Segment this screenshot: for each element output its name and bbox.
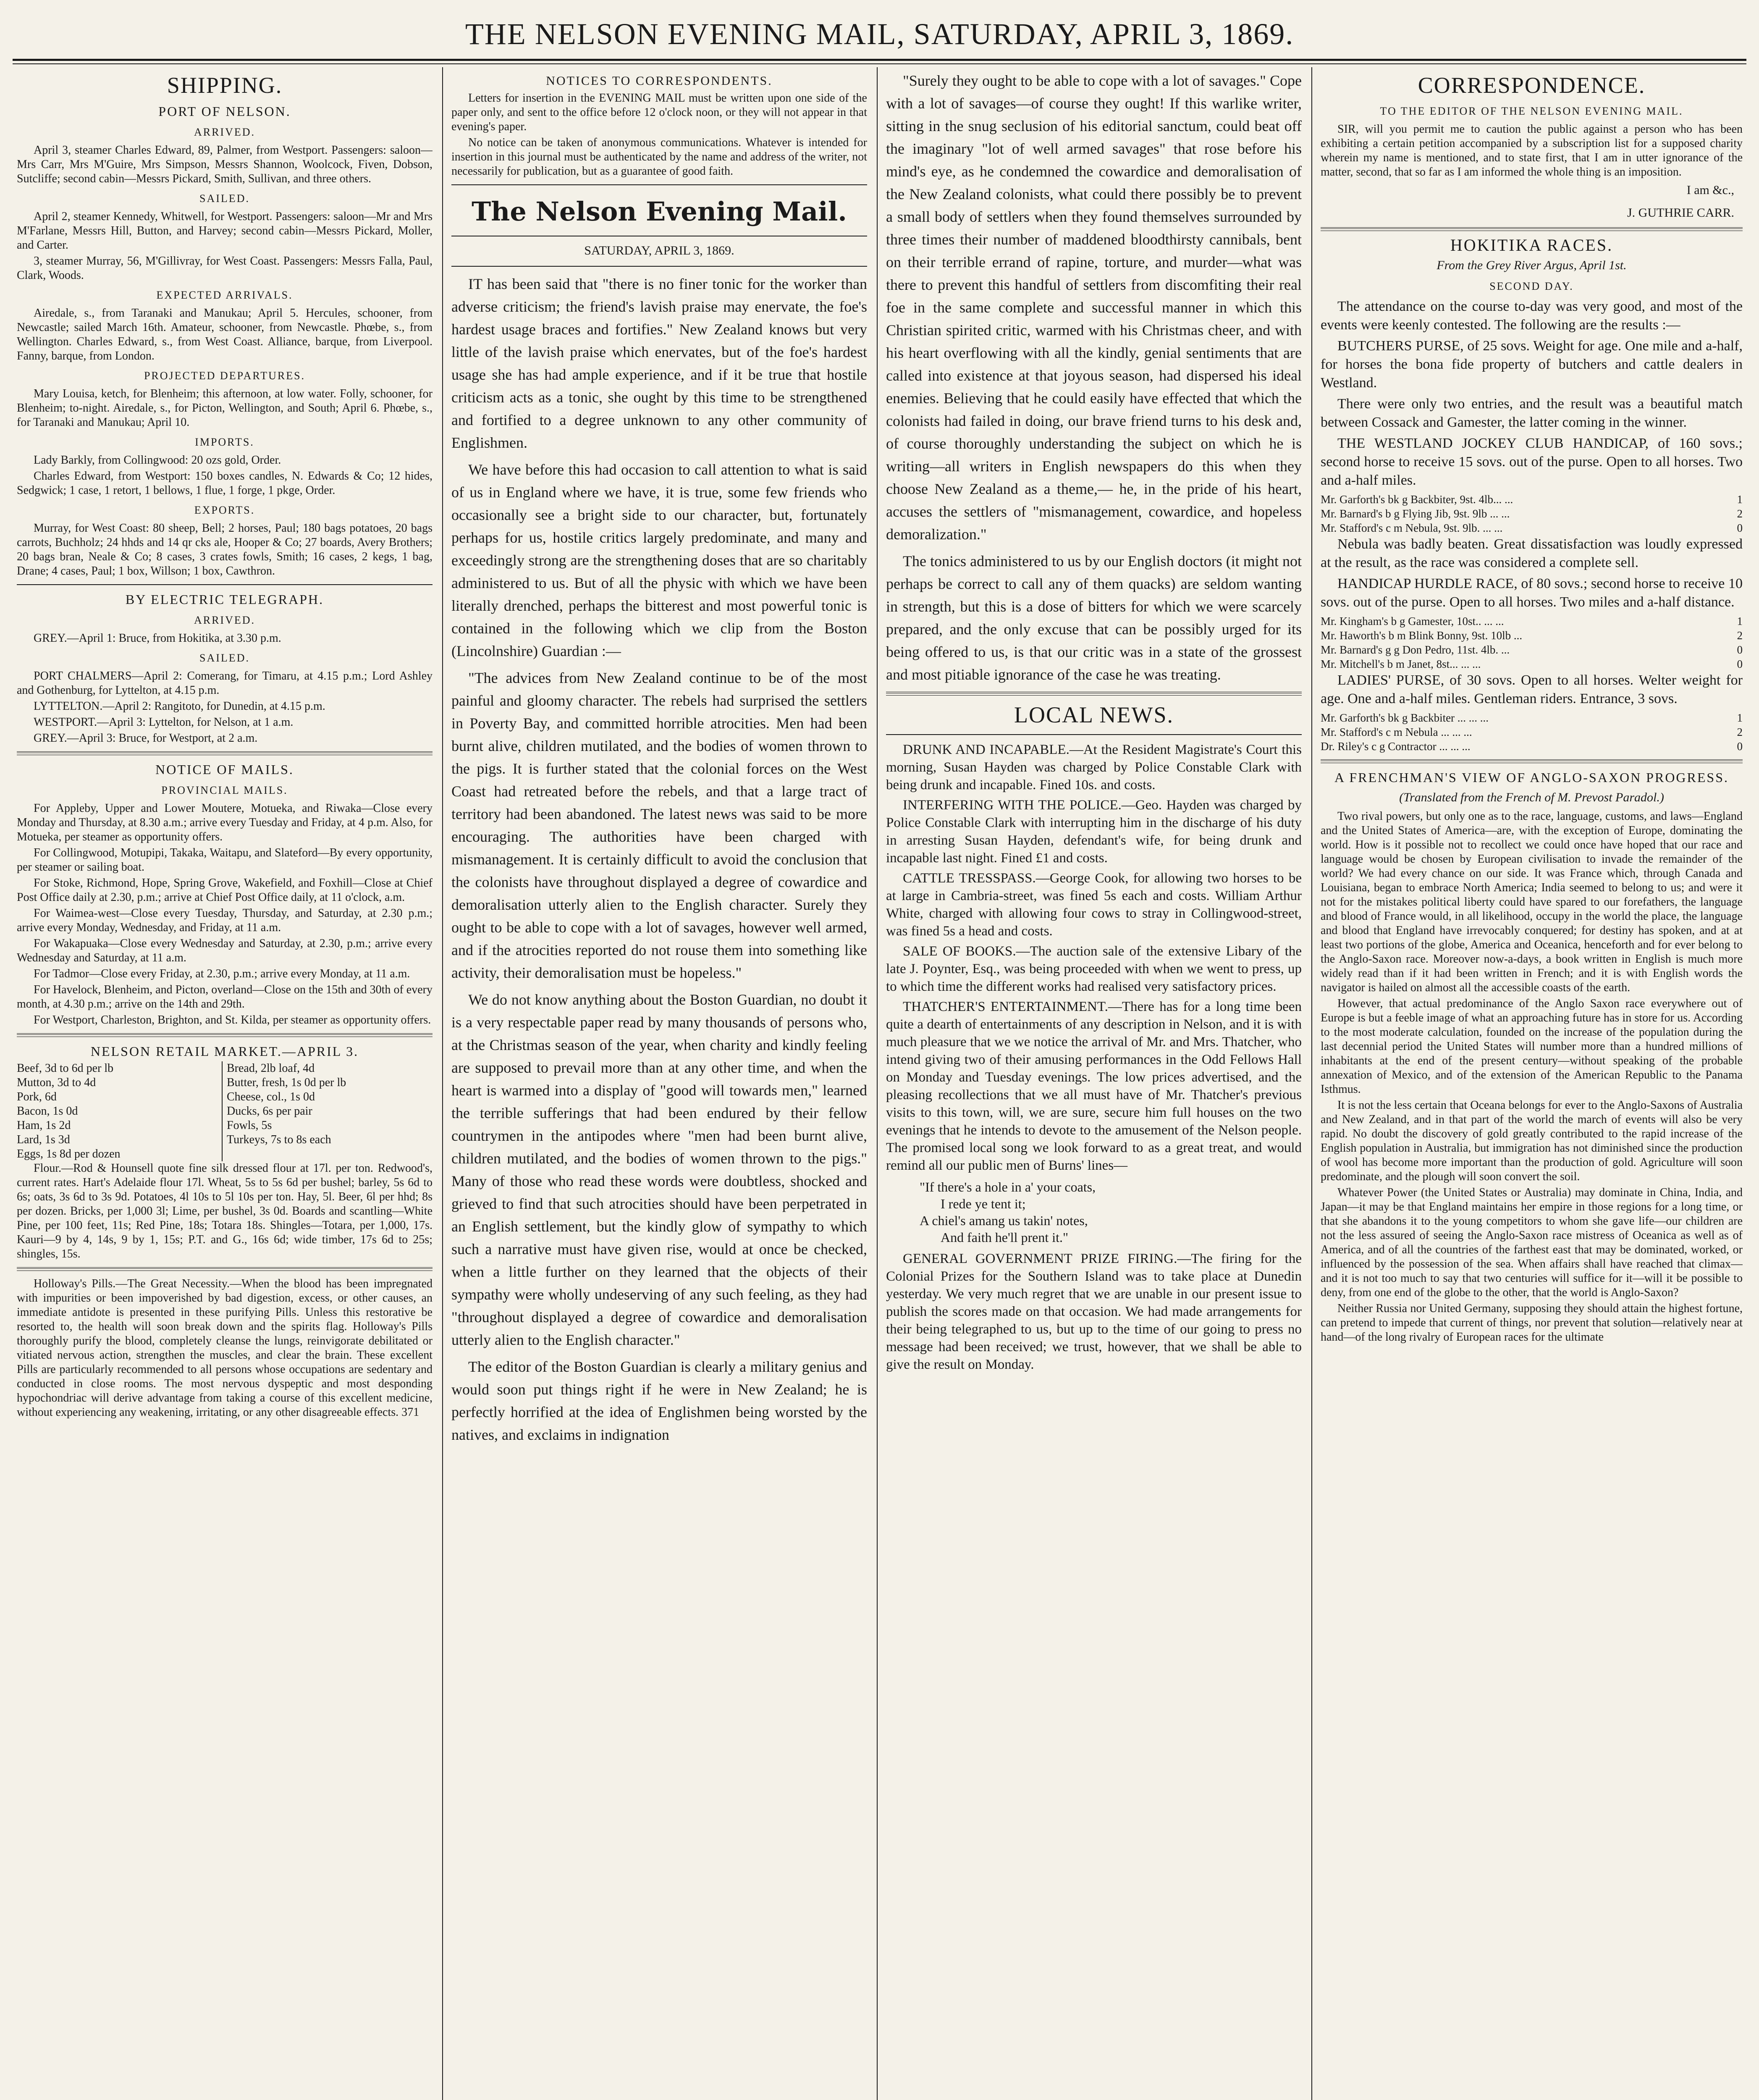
editorial-paragraph: We have before this had occasion to call attention to what is said of us in England where we have, it is true, some few friends who occasionally see a bright side to our character, but, fortunately perhaps for us, hostile critics largely predominate, and many and exceedingly strong are the strengthening doses that are so charitably administered to us. But of all the physic with which we have been literally drenched, perhaps the bitterest and most powerful tonic is contained in the following which we clip from the Boston (Lincolnshire) Guardian :—: [451, 461, 867, 659]
holloway-advert: Holloway's Pills.—The Great Necessity.—When the blood has been impregnated with impurities or been impoverished by bad digestion, excess, or other causes, an immediate antidote is presented in these purifying Pills. Unless this restorative be resorted to, the health will soon break down and the spirits flag. Holloway's Pills thoroughly purify the blood, completely cleanse the lungs, reinvigorate debilitated or vitiated nervous action, strengthen the muscles, and clear the brain. These excellent Pills are particularly recommended to all persons whose occupations are sedentary and conducted in close rooms. The most nervous dyspeptic and most desponding hypochondriac will derive advantage from taking a course of this excellent medicine, without experiencing any weakening, irritating, or any other disagreeable effects. 371: [17, 1277, 433, 1419]
article-paragraph: Two rival powers, but only one as to the race, language, customs, and laws—England and the United States of America—are, with the exception of Europe, dominating the world. How is it possible not to recollect we could once have hoped that our race and language would be chosen by European civilisation to invade the remainder of the world? We had every chance on our side. It was France which, through Canada and Louisiana, began to embrace North America; India seemed to belong to us; and were it not for the mistakes political liberty could have spared to our forefathers, the language and blood of France would, in all likelihood, occupy in the world the place, the language and blood that England have irrevocably conquered; for destiny has spoken, and at at least two portions of the globe, America and Oceanica, henceforth and for ever belong to the Anglo-Saxon race. Moreover now-a-days, a book written in English is much more widely read than if it had been written in French; and it is with English words the navigator is hailed on almost all the accessible coasts of the earth.: [1321, 810, 1743, 994]
verse-line: "If there's a hole in a' your coats,: [920, 1179, 1096, 1194]
imports-text: Lady Barkly, from Collingwood: 20 ozs gold, Order.: [34, 454, 281, 467]
market-cell: Eggs, 1s 8d per dozen: [17, 1147, 223, 1161]
divider: [17, 584, 433, 585]
horse-entry: Mr. Garforth's bk g Backbiter ... ... ...: [1321, 711, 1489, 724]
mail-notice: For Collingwood, Motupipi, Takaka, Waitapu, and Slateford—By every opportunity, per steamer or sailing boat.: [17, 846, 433, 874]
telegraph-title: BY ELECTRIC TELEGRAPH.: [125, 592, 324, 607]
article-paragraph: It is not the less certain that Oceana belongs for ever to the Anglo-Saxons of Australia and New Zealand, and in that part of the world the march of events will also be very rapid. No doubt the discovery of gold greatly contributed to the rapid increase of the English population in Australia, but immigration has not diminished since the production of wool has become more important than the production of gold. Agriculture will soon predominate, and the plough will soon convert the soil.: [1321, 1099, 1743, 1183]
expected-text: Airedale, s., from Taranaki and Manukau; April 5. Hercules, schooner, from Newcastle; sailed March 16th. Amateur, schooner, from Newcastle. Phœbe, s., from Wellington. Charles Edward, s., from West Coast. Alliance, barque, from Liverpool. Fanny, barque, from London.: [17, 307, 433, 362]
article-paragraph: Whatever Power (the United States or Australia) may dominate in China, India, and Japan—it may be that England maintains her empire in those regions for a long time, or that she abandons it to the young competitors to whom she gave life—our children are not the less assured of seeing the Anglo-Saxon race mistress of Oceanica as well as of America, and of all the countries of the farthest east that may be dominated, worked, or influenced by the possession of the sea. When affairs shall have reached that climax—and it is not too much to say that two centuries will suffice for it—will it be possible to deny, from one end of the globe to the other, that the world is Anglo-Saxon?: [1321, 1186, 1743, 1299]
divider: [886, 692, 1302, 696]
correspondence-body: SIR, will you permit me to caution the public against a person who has been exhibiting a certain petition accompanied by a subscription list for a supposed charity wherein my name is mentioned, and to state first, that I am in utter ignorance of the matter, second, that so far as I am informed the whole thing is an imposition.: [1321, 123, 1743, 178]
horse-entry: Mr. Mitchell's b m Janet, 8st... ... ...: [1321, 658, 1481, 670]
mail-notice: For Havelock, Blenheim, and Picton, overland—Close on the 15th and 30th of every month, at 4.30 p.m.; arrive on the 14th and 29th.: [17, 983, 433, 1011]
mail-notice: For Westport, Charleston, Brighton, and St. Kilda, per steamer as opportunity offers.: [34, 1013, 431, 1026]
placing: 1: [1737, 493, 1743, 506]
mail-notice: For Tadmor—Close every Friday, at 2.30, p.m.; arrive every Monday, at 11 a.m.: [34, 967, 410, 980]
verse-line: I rede ye tent it;: [941, 1196, 1026, 1211]
race-result-row: [1321, 657, 1743, 671]
editorial-date: SATURDAY, APRIL 3, 1869.: [584, 244, 734, 257]
mail-notice: For Waimea-west—Close every Tuesday, Thursday, and Saturday, at 2.30 p.m.; arrive every Monday, Wednesday, and Friday, at 11 a.m.: [17, 907, 433, 934]
correspondence-closing: I am &c.,: [1686, 183, 1734, 197]
horse-entry: Dr. Riley's c g Contractor ... ... ...: [1321, 740, 1471, 753]
correspondence-title: CORRESPONDENCE.: [1418, 73, 1646, 98]
race-result-row: [1321, 492, 1743, 507]
local-news-title: LOCAL NEWS.: [1014, 702, 1174, 727]
article-paragraph: Neither Russia nor United Germany, supposing they should attain the highest fortune, can pretend to impede that current of things, nor prevent that solution—relatively near at hand—of the long rivalry of European races for the ultimate: [1321, 1302, 1743, 1344]
horse-entry: Mr. Haworth's b m Blink Bonny, 9st. 10lb ...: [1321, 629, 1523, 642]
verse-line: And faith he'll prent it.": [941, 1230, 1069, 1245]
editorial-paragraph: The tonics administered to us by our English doctors (it might not perhaps be correct to call any of them quacks) are seldom wanting in strength, but this is a dose of bitters for which we were scarcely prepared, and the only excuse that can be possibly urged for its being offered to us, is that our critic was in a state of the grossest and most pitiable ignorance of the case he was treating.: [886, 553, 1302, 683]
sailed-text: April 2, steamer Kennedy, Whitwell, for Westport. Passengers: saloon—Mr and Mrs M'Farlane, Messrs Hill, Button, and Harvey; second cabin—Messrs Pickard, Moller, and Carter.: [17, 210, 433, 252]
editorial-paragraph: "Surely they ought to be able to cope with a lot of savages." Cope with a lot of savages—of course they ought! If this warlike writer, sitting in the snug seclusion of his editorial sanctum, could beat off the imaginary "lot of well armed savages" that rose before his mind's eye, as he condemned the cowardice and demoralisation of the New Zealand colonists, what could there possibly be to prevent a small body of settlers when they found themselves surrounded by three times their number of maddened bloodthirsty cannibals, bent on their terrible errand of rapine, torture, and murder—what was there to prevent this handful of settlers from discomfiting their real foe in the same complete and successful manner in which this Christian spirited critic, warmed with his Christmas cheer, and with his heart overflowing with all the kindly, genial sentiments that are called into existence at that joyous season, had dispersed his ideal enemies. Believing that he could easily have effected that which the colonists had failed in doing, our brave friend turns to his desk and, of course thoroughly understanding the subject on which he is writing—all writers in English newspapers do this when they choose New Zealand as a theme,— he, in the pride of his heart, accuses the settlers of "mismanagement, cowardice, and hopeless demoralization.": [886, 72, 1302, 543]
market-cell: Ham, 1s 2d: [17, 1118, 223, 1133]
arrived-text: April 3, steamer Charles Edward, 89, Palmer, from Westport. Passengers: saloon—Mrs Carr, Mrs M'Guire, Mrs Simpson, Messrs Shannon, Woolcock, Fiven, Dobson, Sutcliffe; second cabin—Messrs Pickard, Smith, Sullivan, and three others.: [17, 144, 433, 185]
mails-subtitle: PROVINCIAL MAILS.: [161, 784, 288, 796]
editorial-paragraph: The editor of the Boston Guardian is clearly a military genius and would soon put things right if he were in New Zealand; he is perfectly horrified at the idea of Englishmen being worsted by the natives, and exclaims in indignation: [451, 1358, 867, 1443]
imports-label: IMPORTS.: [195, 436, 254, 448]
paper-masthead: The Nelson Evening Mail.: [472, 196, 847, 227]
article-title: A FRENCHMAN'S VIEW OF ANGLO-SAXON PROGRESS.: [1334, 770, 1729, 785]
mail-notice: For Stoke, Richmond, Hope, Spring Grove, Wakefield, and Foxhill—Close at Chief Post Office daily at 2.30, p.m.; arrive at Chief Post Office daily, at 11 o'clock, a.m.: [17, 877, 433, 904]
notices-title: NOTICES TO CORRESPONDENTS.: [546, 74, 773, 88]
burns-verse: [920, 1179, 1302, 1246]
tel-arrived-label: ARRIVED.: [194, 614, 256, 626]
notices-text: No notice can be taken of anonymous communications. Whatever is intended for insertion in this journal must be authenticated by the name and address of the writer, not necessarily for publication, but as a guarantee of good faith.: [451, 136, 867, 178]
article-subtitle: (Translated from the French of M. Prevost Paradol.): [1399, 790, 1664, 804]
header-rule: [13, 59, 1746, 64]
verse-line: A chiel's amang us takin' notes,: [920, 1213, 1088, 1228]
tel-sailed-text: WESTPORT.—April 3: Lyttelton, for Nelson, at 1 a.m.: [34, 716, 294, 729]
races-source: From the Grey River Argus, April 1st.: [1437, 258, 1627, 272]
editorial-paragraph: IT has been said that "there is no finer tonic for the worker than adverse criticism; the friend's lavish praise may enervate, the foe's hardest usage braces and fortifies." New Zealand knows but very little of the lavish praise which enervates, but of the foe's hardest usage she has had ample experience, and if it be true that hostile criticism acts as a tonic, she ought by this time to be strengthened and fortified to a degree unknown to any other community of Englishmen.: [451, 276, 867, 451]
horse-entry: Mr. Garforth's bk g Backbiter, 9st. 4lb... ...: [1321, 493, 1513, 506]
races-title: HOKITIKA RACES.: [1450, 236, 1613, 255]
placing: 1: [1737, 711, 1743, 724]
placing: 2: [1737, 726, 1743, 738]
race-result-row: [1321, 739, 1743, 753]
placing: 0: [1737, 658, 1743, 670]
horse-entry: Mr. Barnard's b g Flying Jib, 9st. 9lb ... ...: [1321, 507, 1510, 520]
market-cell: Beef, 3d to 6d per lb: [17, 1061, 223, 1076]
horse-entry: Mr. Barnard's g g Don Pedro, 11st. 4lb. ...: [1321, 643, 1510, 656]
port-title: PORT OF NELSON.: [158, 104, 291, 119]
local-news-item: CATTLE TRESSPASS.—George Cook, for allowing two horses to be at large in Cambria-street, was fined 5s each and costs. William Arthur White, charged with allowing four cows to stray in Collingwood-street, was fined 5s a head and costs.: [886, 871, 1302, 939]
market-title: NELSON RETAIL MARKET.—APRIL 3.: [90, 1044, 359, 1059]
market-table: [17, 1061, 433, 1161]
divider: [17, 1033, 433, 1037]
exports-label: EXPORTS.: [194, 504, 255, 516]
imports-text: Charles Edward, from Westport: 150 boxes candles, N. Edwards & Co; 12 hides, Sedgwick; 1 case, 1 retort, 1 bellows, 1 flue, 1 forge, 1 pkge, Order.: [17, 470, 433, 497]
shipping-title: SHIPPING.: [167, 73, 283, 98]
sailed-label: SAILED.: [199, 192, 250, 205]
placing: 0: [1737, 643, 1743, 656]
race-result-text: There were only two entries, and the result was a beautiful match between Cossack and Gamester, the latter coming in the winner.: [1321, 396, 1743, 430]
placing: 2: [1737, 507, 1743, 520]
mail-notice: For Wakapuaka—Close every Wednesday and Saturday, at 2.30, p.m.; arrive every Wednesday and Saturday, at 11 a.m.: [17, 937, 433, 964]
race-heading: HANDICAP HURDLE RACE, of 80 sovs.; second horse to receive 10 sovs. out of the purse. Open to all horses. Two miles and a-half distance.: [1321, 576, 1743, 610]
article-paragraph: However, that actual predominance of the Anglo Saxon race everywhere out of Europe is but a feeble image of what an approaching future has in store for us. According to the most moderate calculation, founded on the increase of the population during the last decennial period the United States will number more than a hundred millions of inhabitants at the end of the present century—without speaking of the probable annexation of Mexico, and of the extension of the American Republic to the Panama Isthmus.: [1321, 997, 1743, 1096]
exports-text: Murray, for West Coast: 80 sheep, Bell; 2 horses, Paul; 180 bags potatoes, 20 bags carrots, Buchholz; 24 hhds and 14 qr cks ale, Hooper & Co; 27 boards, Avery Brothers; 20 bags bran, Neale & Co; 8 cases, 3 crates fowls, Smith; 16 cases, 2 kegs, 1 bag, Drane; 4 cases, Paul; 1 box, Willson; 1 box, Cawthron.: [17, 522, 433, 578]
projected-label: PROJECTED DEPARTURES.: [144, 370, 306, 382]
race-result-row: [1321, 711, 1743, 725]
expected-label: EXPECTED ARRIVALS.: [156, 289, 293, 301]
correspondence-signature: J. GUTHRIE CARR.: [1627, 206, 1734, 220]
newspaper-header: THE NELSON EVENING MAIL, SATURDAY, APRIL 3, 1869.: [465, 17, 1294, 51]
tel-sailed-text: LYTTELTON.—April 2: Rangitoto, for Dunedin, at 4.15 p.m.: [34, 700, 325, 713]
placing: 1: [1737, 615, 1743, 627]
race-heading: LADIES' PURSE, of 30 sovs. Open to all horses. Welter weight for age. One and a-half miles. Gentleman riders. Entrance, 3 sovs.: [1321, 672, 1743, 706]
race-result-row: [1321, 521, 1743, 535]
tel-sailed-text: PORT CHALMERS—April 2: Comerang, for Timaru, at 4.15 p.m.; Lord Ashley and Gothenburg, for Lyttelton, at 4.15 p.m.: [17, 669, 433, 697]
divider: [886, 734, 1302, 735]
race-result-row: [1321, 725, 1743, 739]
notices-text: Letters for insertion in the EVENING MAIL must be written upon one side of the paper only, and sent to the office before 12 o'clock noon, or they will not appear in that evening's paper.: [451, 92, 867, 133]
local-news-item: DRUNK AND INCAPABLE.—At the Resident Magistrate's Court this morning, Susan Hayden was charged by Police Constable Clark with being drunk and incapable. Fined 10s. and costs.: [886, 742, 1302, 793]
column-divider: [1311, 67, 1312, 2100]
market-cell: Turkeys, 7s to 8s each: [227, 1133, 331, 1146]
column-correspondence: [1321, 69, 1743, 2100]
market-cell: Mutton, 3d to 4d: [17, 1076, 223, 1090]
local-news-item: GENERAL GOVERNMENT PRIZE FIRING.—The firing for the Colonial Prizes for the Southern Island was to take place at Dunedin yesterday. We very much regret that we are unable in our present issue to publish the scores made on that occasion. We had made arrangements for their being telegraphed to us, but up to the time of our going to press no message had been received; we trust, however, that we shall be able to give the result on Monday.: [886, 1251, 1302, 1372]
column-divider: [442, 67, 443, 2100]
arrived-label: ARRIVED.: [194, 126, 256, 138]
divider: [1321, 759, 1743, 763]
placing: 0: [1737, 522, 1743, 534]
local-news-item: SALE OF BOOKS.—The auction sale of the extensive Libary of the late J. Poynter, Esq., was being proceeded with when we went to press, up to which time the different works had realised very satisfactory prices.: [886, 944, 1302, 994]
tel-arrived-text: GREY.—April 1: Bruce, from Hokitika, at 3.30 p.m.: [34, 632, 281, 645]
market-cell: Pork, 6d: [17, 1090, 223, 1104]
divider: [17, 751, 433, 755]
races-day: SECOND DAY.: [1489, 280, 1574, 292]
market-cell: Butter, fresh, 1s 0d per lb: [227, 1076, 346, 1089]
tel-sailed-text: GREY.—April 3: Bruce, for Westport, at 2 a.m.: [34, 732, 258, 745]
horse-entry: Mr. Stafford's c m Nebula ... ... ...: [1321, 726, 1472, 738]
local-news-item: INTERFERING WITH THE POLICE.—Geo. Hayden was charged by Police Constable Clark with interrupting him in the discharge of his duty in arresting Susan Hayden, defendant's wife, for being drunk and incapable last night. Fined £1 and costs.: [886, 798, 1302, 866]
divider: [451, 184, 867, 185]
column-local-news: [886, 69, 1302, 2100]
horse-entry: Mr. Stafford's c m Nebula, 9st. 9lb. ... ...: [1321, 522, 1503, 534]
race-heading: THE WESTLAND JOCKEY CLUB HANDICAP, of 160 sovs.; second horse to receive 15 sovs. out of the purse. Open to all horses. Two and a-half miles.: [1321, 436, 1743, 488]
placing: 0: [1737, 740, 1743, 753]
editorial-paragraph: We do not know anything about the Boston Guardian, no doubt it is a very respectable paper read by many thousands of persons who, at the Christmas season of the year, when charity and kindly feeling are supposed to prevail more than at any other time, and when the heart is warmed into a display of "good will towards men," learned the terrible sufferings that had been endured by their fellow countrymen in the antipodes where "men had been burnt alive, children mutilated, and the bodies of women thrown to the pigs." Many of those who read these words were doubtless, shocked and grieved to find that such atrocities should have been perpetrated in an English settlement, but the kindly glow of sympathy to which such a narrative must have given rise, would at once be checked, when a little further on they learned that the objects of their sympathy were wholly undeserving of any such feeling, as they had "throughout displayed a degree of cowardice and demoralisation utterly alien to the English character.": [451, 991, 867, 1348]
horse-entry: Mr. Kingham's b g Gamester, 10st.. ... ...: [1321, 615, 1504, 627]
market-cell: Ducks, 6s per pair: [227, 1105, 312, 1118]
market-cell: Cheese, col., 1s 0d: [227, 1090, 315, 1103]
mail-notice: For Appleby, Upper and Lower Moutere, Motueka, and Riwaka—Close every Monday and Thursday, at 8.30 a.m.; arrive every Tuesday and Friday, at 4 p.m. Also, for Motueka, per steamer as opportunity offers.: [17, 802, 433, 843]
mails-title: NOTICE OF MAILS.: [155, 762, 294, 777]
market-cell: Lard, 1s 3d: [17, 1133, 223, 1147]
race-result-row: [1321, 643, 1743, 657]
market-cell: [227, 1147, 433, 1161]
market-notes: Flour.—Rod & Hounsell quote fine silk dressed flour at 17l. per ton. Redwood's, current rates. Hart's Adelaide flour 17l. Wheat, 5s to 5s 6d per bushel; barley, 5s 6d to 6s; oats, 3s 6d to 3s 9d. Potatoes, 4l 10s to 5l 10s per ton. Hay, 5l. Beer, 6l per hhd; 8s per dozen. Bricks, per 1,000 3l; Lime, per bushel, 3s 0d. Boards and scantling—White Pine, per 100 feet, 11s; Red Pine, 18s; Totara 18s. Shingles—Totara, per 1,000, 17s. Kauri—9 by 4, 14s, 9 by 1, 15s; P.T. and G., 16s 6d; wide timber, 17s 6d to 25s; shingles, 15s.: [17, 1162, 433, 1260]
race-result-row: [1321, 628, 1743, 643]
tel-sailed-label: SAILED.: [199, 652, 250, 664]
market-cell: Bread, 2lb loaf, 4d: [227, 1062, 315, 1075]
editorial-quote: "The advices from New Zealand continue to be of the most painful and gloomy character. The rebels had surprised the settlers in Poverty Bay, and committed horrible atrocities. Men had been burnt alive, children mutilated, and the bodies of women thrown to the pigs. It is further stated that the colonial forces on the West Coast had retreated before the rebels, and that a large tract of territory had been abandoned. The latest news was said to be more encouraging. The authorities have been charged with mismanagement. It is certainly difficult to avoid the conclusion that the colonists have throughout displayed a degree of cowardice and demoralisation utterly alien to the English character. Surely they ought to be able to cope with a lot of savages, however well armed, and if the atrocities reported do not rouse them into something like activity, their demoralisation must be hopeless.": [451, 669, 867, 981]
column-shipping: [17, 69, 433, 2100]
races-intro: The attendance on the course to-day was very good, and most of the events were keenly contested. The following are the results :—: [1321, 299, 1743, 333]
local-news-item: THATCHER'S ENTERTAINMENT.—There has for a long time been quite a dearth of entertainments of any description in Nelson, and it is with much pleasure that we we notice the arrival of Mr. and Mrs. Thatcher, who intend giving two of their amusing performances in the Odd Fellows Hall on Monday and Tuesday evenings. The low prices advertised, and the pleasing recollections that we all must have of Mr. Thatcher's previous visits to this town, will, we are sure, secure him full houses on the two evenings that he intends to devote to the amusement of the Nelson people. The promised local song we look forward to as a great treat, and would remind all our public men of Burns' lines—: [886, 999, 1302, 1173]
correspondence-address: TO THE EDITOR OF THE NELSON EVENING MAIL.: [1380, 105, 1683, 117]
projected-text: Mary Louisa, ketch, for Blenheim; this afternoon, at low water. Folly, schooner, for Blenheim; to-night. Airedale, s., for Picton, Wellington, and South; April 6. Phœbe, s., for Taranaki and Manukau; April 10.: [17, 387, 433, 429]
divider: [451, 266, 867, 267]
race-heading: BUTCHERS PURSE, of 25 sovs. Weight for age. One mile and a-half, for horses the bona fide property of butchers and cattle dealers in Westland.: [1321, 338, 1743, 391]
column-divider: [877, 67, 878, 2100]
divider: [1321, 227, 1743, 231]
column-editorial: [451, 69, 867, 2100]
race-result-row: [1321, 507, 1743, 521]
sailed-text: 3, steamer Murray, 56, M'Gillivray, for West Coast. Passengers: Messrs Falla, Paul, Clark, Woods.: [17, 255, 433, 282]
divider: [17, 1267, 433, 1271]
placing: 2: [1737, 629, 1743, 642]
race-result-text: Nebula was badly beaten. Great dissatisfaction was loudly expressed at the result, as the race was considered a complete sell.: [1321, 536, 1743, 570]
race-result-row: [1321, 614, 1743, 628]
market-cell: Fowls, 5s: [227, 1119, 272, 1132]
market-cell: Bacon, 1s 0d: [17, 1104, 223, 1118]
